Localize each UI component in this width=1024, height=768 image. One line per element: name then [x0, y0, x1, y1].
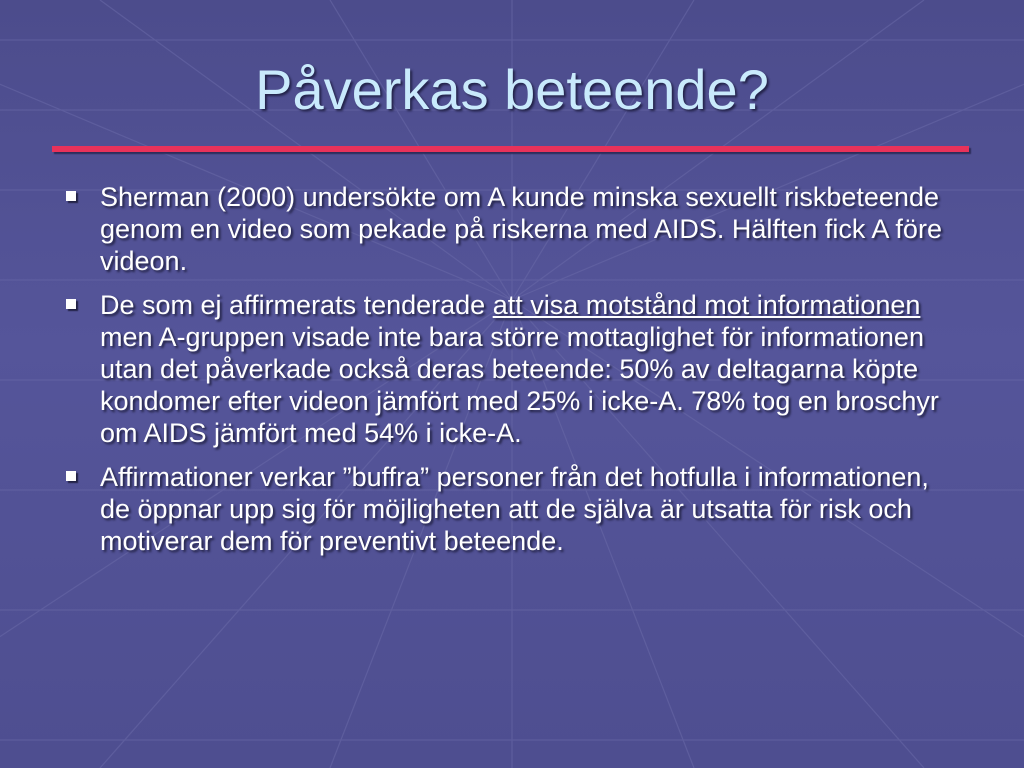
- bullet-text-end: men A-gruppen visade inte bara större mottaglighet för informationen utan det påverkade också deras beteende: 50% av deltagarna köpte kondomer efter videon jämfört med 25% i icke-A. 78% tog en broschyr om AIDS jämfört med 54% i icke-A.: [100, 322, 939, 448]
- bullet-item: [60, 461, 965, 557]
- bullet-item: [60, 181, 965, 277]
- square-bullet-icon: [66, 471, 76, 481]
- bullet-text: Sherman (2000) undersökte om A kunde minska sexuellt riskbeteende genom en video som pekade på riskerna med AIDS. Hälften fick A före videon.: [100, 182, 942, 276]
- bullet-text: Affirmationer verkar ”buffra” personer från det hotfulla i informationen, de öppnar upp sig för möjligheten att de själva är utsatta för risk och motiverar dem för preventivt beteende.: [100, 462, 929, 556]
- square-bullet-icon: [66, 191, 76, 201]
- slide-title: Påverkas beteende?: [255, 58, 769, 121]
- bullet-item: [60, 289, 965, 449]
- bullet-text-start: De som ej affirmerats tenderade: [100, 290, 493, 320]
- square-bullet-icon: [66, 299, 76, 309]
- title-divider: [52, 146, 969, 152]
- bullet-list: [60, 181, 965, 569]
- bullet-underlined-text: att visa motstånd mot informationen: [492, 290, 921, 320]
